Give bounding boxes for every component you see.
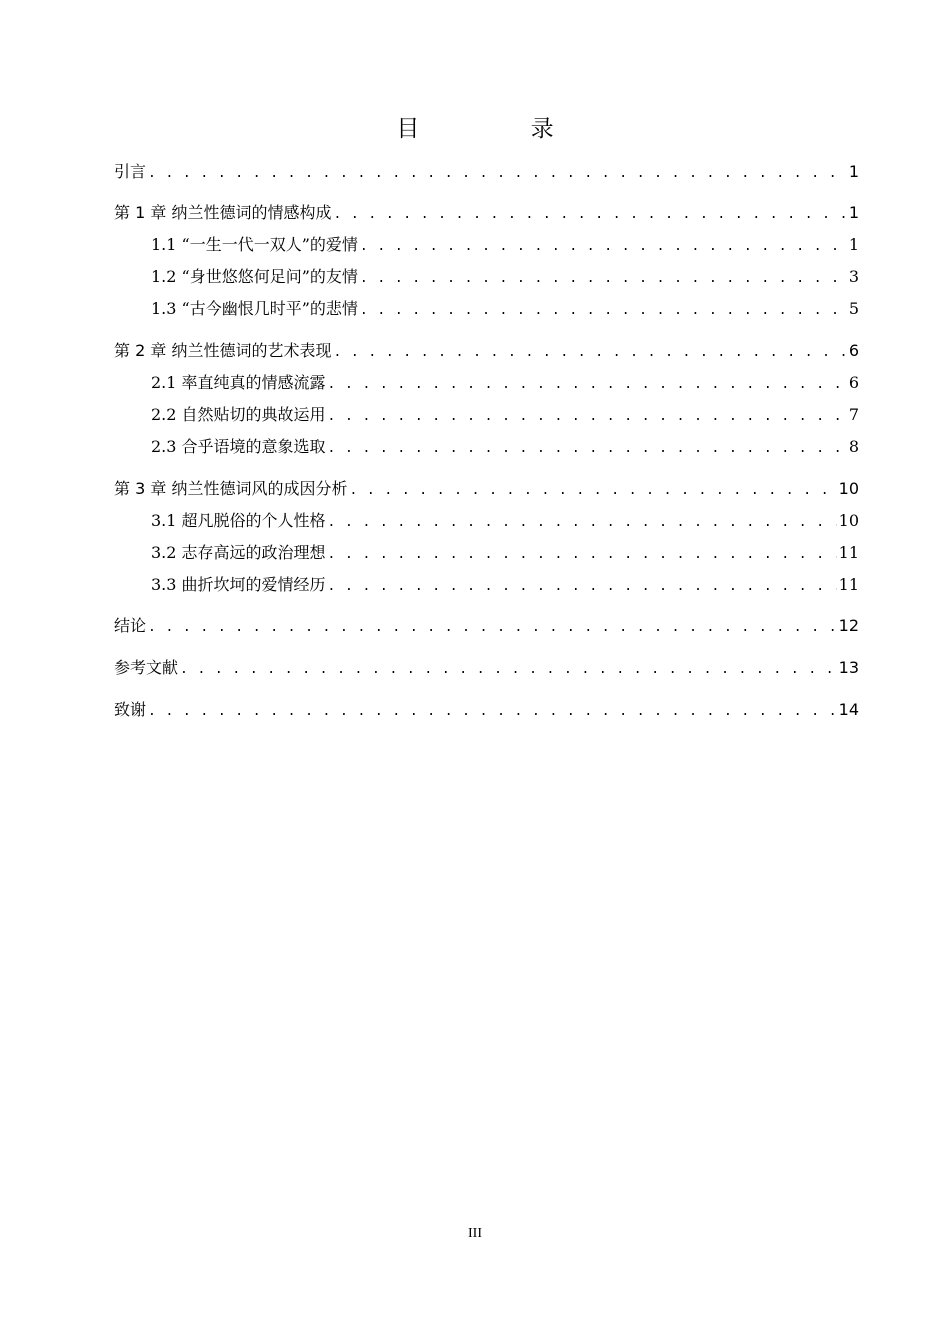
- toc-entry[interactable]: [114, 615, 859, 637]
- toc-subentry[interactable]: [151, 510, 859, 532]
- dot-leader: [360, 268, 847, 290]
- toc-entry-page: 13: [838, 658, 859, 677]
- toc-entry-page: 12: [838, 616, 859, 635]
- toc-entry-page: 3: [848, 267, 859, 286]
- dot-leader: [333, 204, 846, 226]
- dot-leader: [148, 701, 837, 723]
- dot-leader: [328, 406, 847, 428]
- toc-entry-page: 14: [838, 700, 859, 719]
- toc-entry[interactable]: [114, 161, 859, 183]
- toc-subentry[interactable]: [151, 298, 859, 320]
- toc-subentry[interactable]: [151, 372, 859, 394]
- toc-entry[interactable]: [114, 202, 859, 224]
- toc-subentry[interactable]: [151, 542, 859, 564]
- dot-leader: [360, 236, 847, 258]
- toc-entry-page: 1: [848, 162, 859, 181]
- toc-entry-page: 11: [838, 543, 859, 562]
- toc-entry-label: 第 1 章 纳兰性德词的情感构成: [114, 203, 332, 222]
- dot-leader: [328, 374, 847, 396]
- toc-entry-label: 1.3 “古今幽恨几时平”的悲情: [151, 299, 358, 318]
- dot-leader: [328, 438, 847, 460]
- toc-entry[interactable]: [114, 657, 859, 679]
- toc-subentry[interactable]: [151, 404, 859, 426]
- dot-leader: [333, 342, 846, 364]
- page-title: 目 录: [396, 116, 606, 142]
- toc-subentry[interactable]: [151, 574, 859, 596]
- dot-leader: [180, 659, 837, 681]
- toc-entry-label: 3.2 志存高远的政治理想: [151, 543, 326, 562]
- toc-entry-label: 1.2 “身世悠悠何足问”的友情: [151, 267, 358, 286]
- toc-entry-page: 7: [848, 405, 859, 424]
- toc-entry-label: 结论: [114, 616, 147, 635]
- toc-entry-label: 第 3 章 纳兰性德词风的成因分析: [114, 479, 348, 498]
- toc-entry-page: 6: [848, 341, 859, 360]
- dot-leader: [349, 480, 836, 502]
- dot-leader: [328, 576, 837, 598]
- toc-entry-page: 11: [838, 575, 859, 594]
- dot-leader: [148, 163, 847, 185]
- toc-entry-label: 第 2 章 纳兰性德词的艺术表现: [114, 341, 332, 360]
- dot-leader: [360, 300, 847, 322]
- toc-entry-label: 1.1 “一生一代一双人”的爱情: [151, 235, 358, 254]
- toc-entry-page: 6: [848, 373, 859, 392]
- toc-entry-page: 8: [848, 437, 859, 456]
- toc-entry-page: 5: [848, 299, 859, 318]
- toc-subentry[interactable]: [151, 266, 859, 288]
- toc-entry[interactable]: [114, 699, 859, 721]
- toc-entry-page: 10: [838, 511, 859, 530]
- toc-entry-label: 引言: [114, 162, 147, 181]
- toc-entry-page: 1: [848, 235, 859, 254]
- toc-subentry[interactable]: [151, 234, 859, 256]
- toc-entry[interactable]: [114, 478, 859, 500]
- page-number: III: [468, 1226, 482, 1241]
- dot-leader: [328, 544, 837, 566]
- dot-leader: [148, 617, 837, 639]
- toc-entry-page: 10: [838, 479, 859, 498]
- toc-entry-label: 参考文献: [114, 658, 179, 677]
- toc-entry-label: 3.1 超凡脱俗的个人性格: [151, 511, 326, 530]
- toc-entry-label: 2.2 自然贴切的典故运用: [151, 405, 326, 424]
- toc-entry-label: 3.3 曲折坎坷的爱情经历: [151, 575, 326, 594]
- toc-entry-label: 2.3 合乎语境的意象选取: [151, 437, 326, 456]
- toc-subentry[interactable]: [151, 436, 859, 458]
- dot-leader: [328, 512, 837, 534]
- toc-entry[interactable]: [114, 340, 859, 362]
- toc-entry-page: 1: [848, 203, 859, 222]
- toc-entry-label: 致谢: [114, 700, 147, 719]
- toc-entry-label: 2.1 率直纯真的情感流露: [151, 373, 326, 392]
